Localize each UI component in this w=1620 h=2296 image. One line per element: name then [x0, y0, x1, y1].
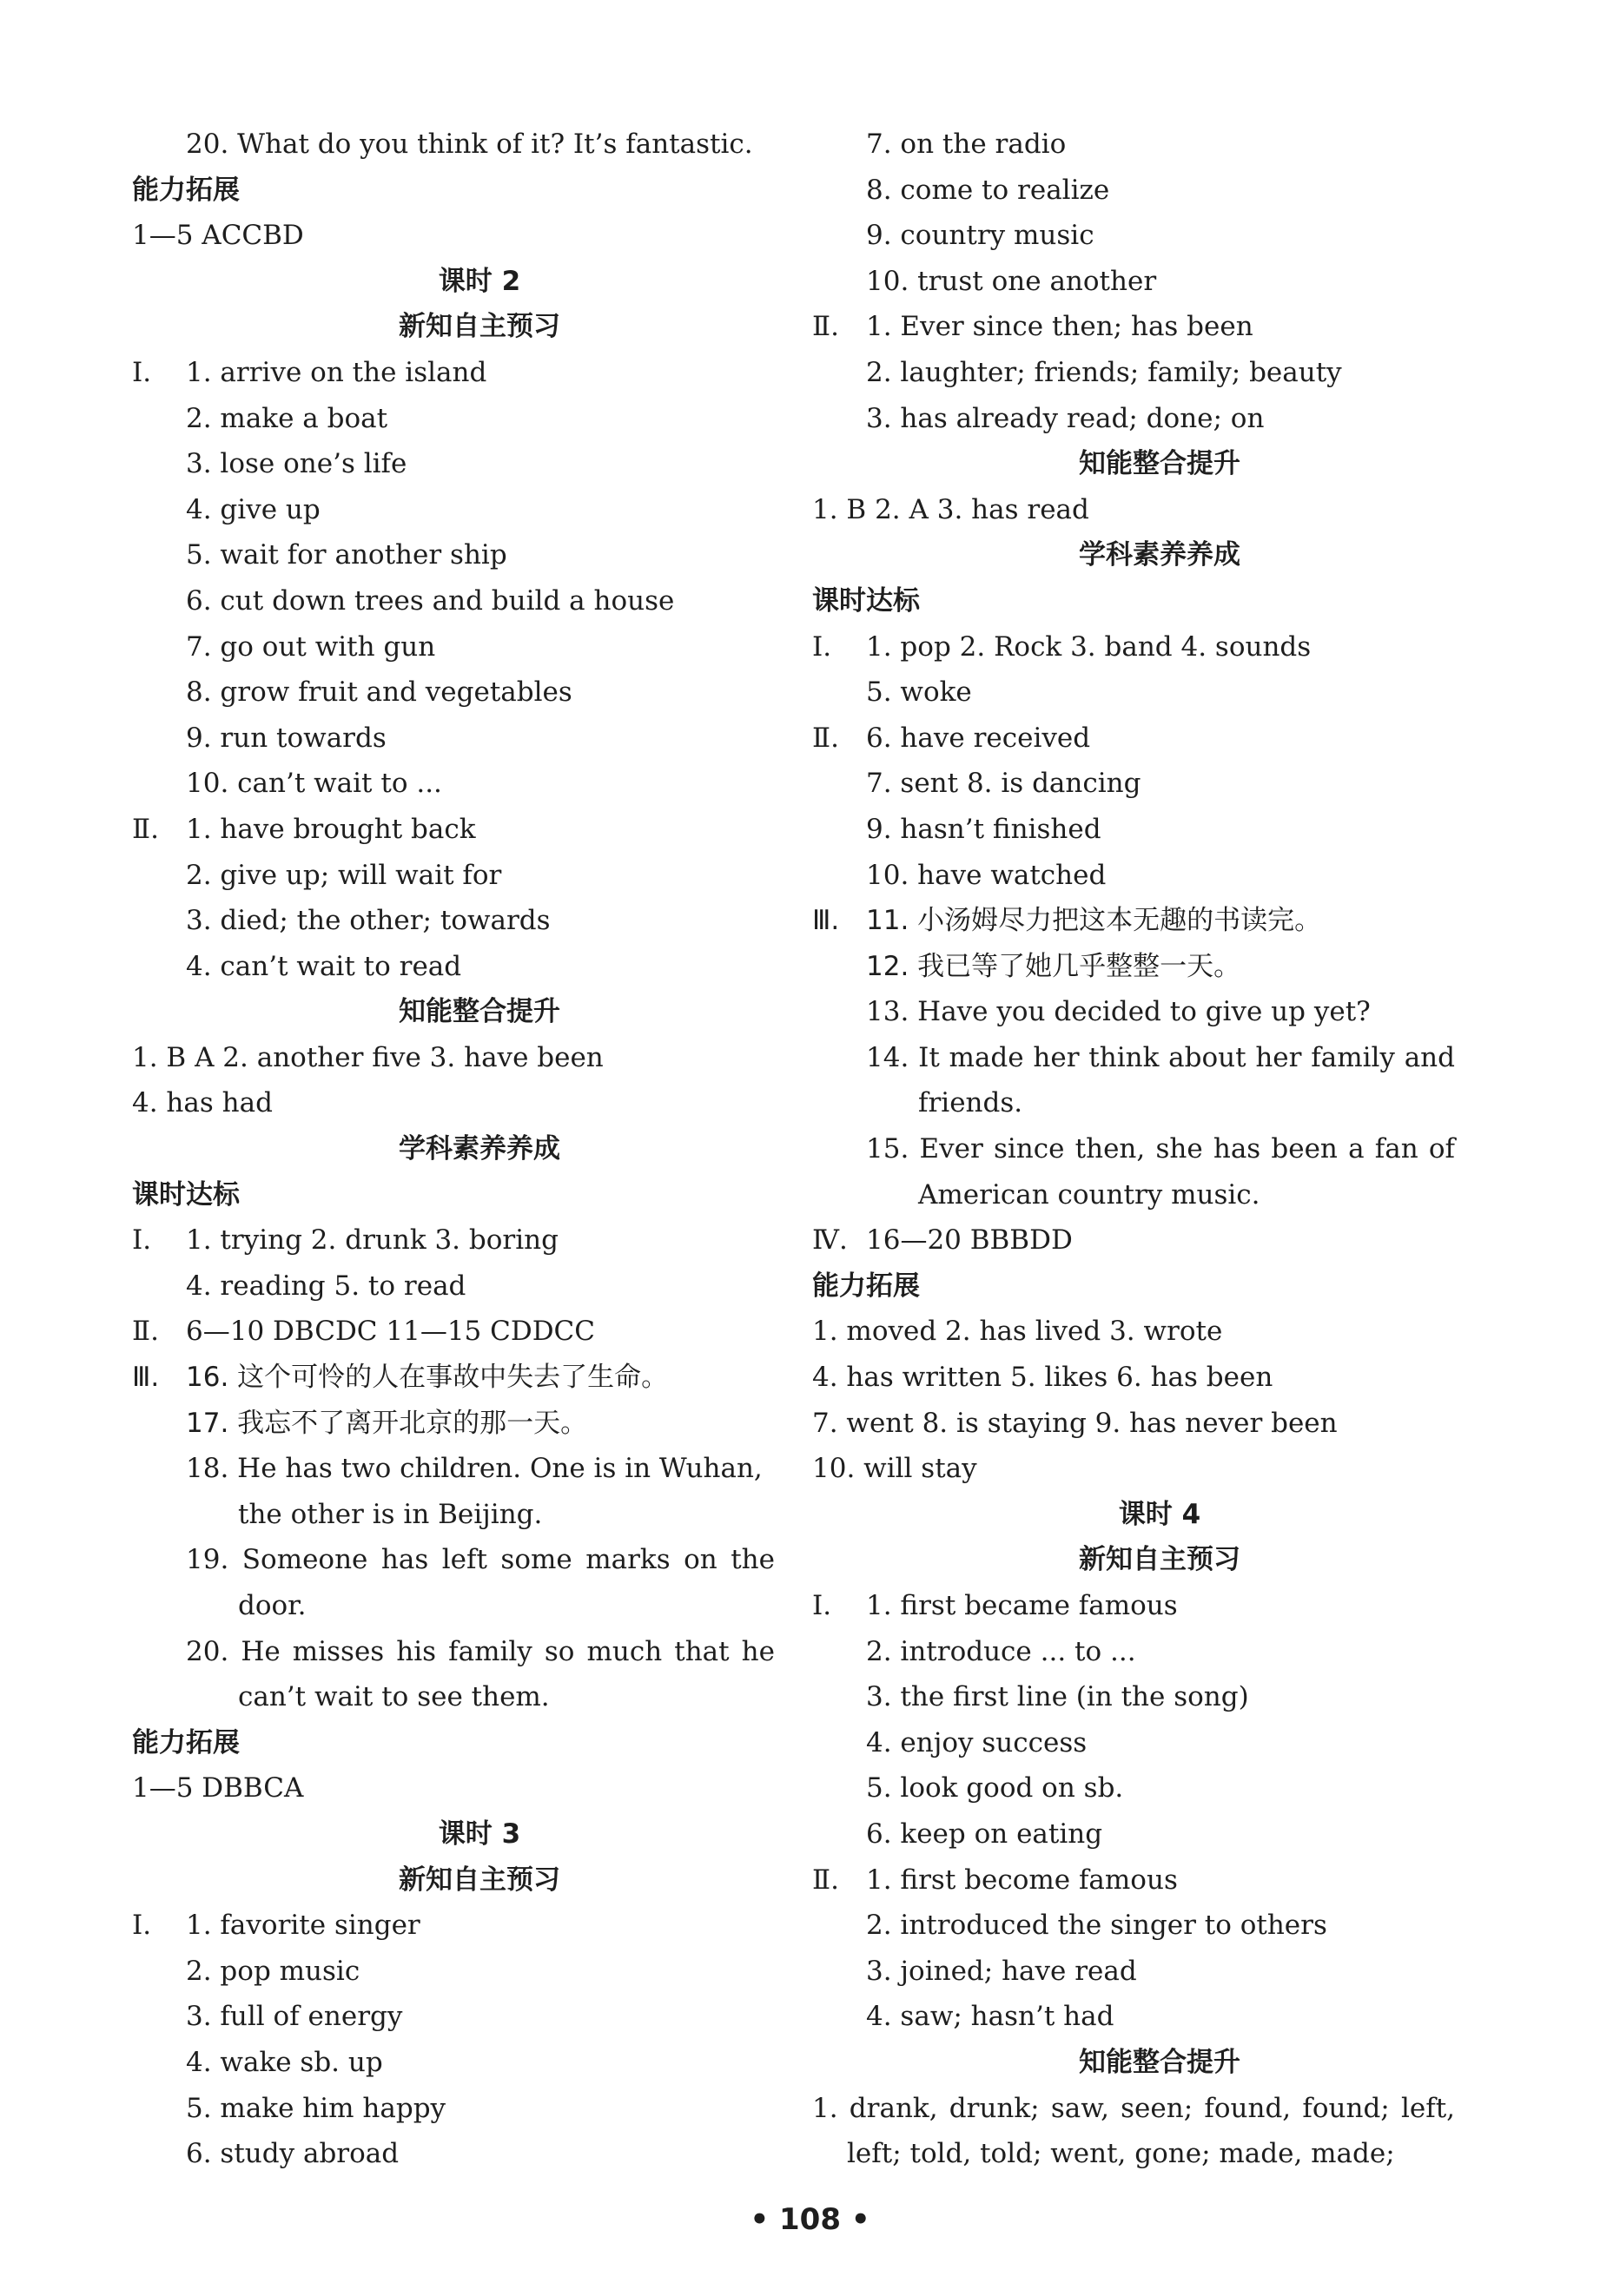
line-text: 7. go out with gun — [186, 630, 436, 663]
answer-line — [132, 2131, 827, 2177]
answer-line — [812, 168, 1507, 214]
answer-line — [812, 1035, 1507, 1081]
section-heading — [812, 1263, 1507, 1310]
section-heading — [132, 259, 827, 305]
section-heading — [132, 1720, 827, 1766]
answer-line — [812, 853, 1507, 899]
answer-line — [812, 304, 1507, 350]
answer-line — [812, 1811, 1507, 1857]
answer-line — [812, 807, 1507, 853]
line-text: 知能整合提升 — [1079, 2046, 1240, 2078]
line-text: 知能整合提升 — [1079, 448, 1240, 480]
answer-line — [812, 1765, 1507, 1811]
answer-line — [132, 807, 827, 853]
answer-line — [132, 1537, 827, 1583]
roman-numeral: Ⅱ. — [132, 1316, 159, 1348]
answer-line — [812, 122, 1507, 168]
answer-line — [812, 1217, 1507, 1263]
line-text: 课时达标 — [812, 584, 920, 617]
answer-line — [812, 1903, 1507, 1949]
line-text: 18. He has two children. One is in Wuhan, — [186, 1453, 763, 1485]
line-text: 1. moved 2. has lived 3. wrote — [812, 1316, 1223, 1348]
line-text: can’t wait to see them. — [238, 1681, 550, 1713]
answer-line — [132, 1263, 827, 1310]
line-text: 3. full of energy — [186, 2001, 403, 2033]
roman-numeral: Ⅱ. — [132, 813, 159, 845]
answer-line — [812, 487, 1507, 533]
answer-line-continued — [812, 1172, 1507, 1218]
line-text: 9. hasn’t finished — [866, 813, 1101, 845]
line-text: 2. laughter; friends; family; beauty — [866, 356, 1342, 388]
line-text: 7. went 8. is staying 9. has never been — [812, 1407, 1338, 1439]
line-text: 10. can’t wait to ... — [186, 768, 442, 800]
line-text: 4. saw; hasn’t had — [866, 2001, 1114, 2033]
line-text: 能力拓展 — [812, 1270, 920, 1302]
answer-line — [132, 1949, 827, 1995]
section-heading — [812, 1537, 1507, 1583]
answer-line — [132, 1355, 827, 1401]
line-text: 新知自主预习 — [399, 311, 560, 343]
answer-line — [812, 1126, 1507, 1172]
section-heading — [132, 989, 827, 1035]
line-text: 4. can’t wait to read — [186, 950, 462, 982]
answer-line — [132, 853, 827, 899]
line-text: 1. first became famous — [866, 1590, 1178, 1621]
answer-line — [812, 1994, 1507, 2040]
answer-line — [132, 1994, 827, 2040]
answer-line — [132, 716, 827, 762]
answer-line — [132, 1903, 827, 1949]
line-text: 10. will stay — [812, 1453, 977, 1485]
answer-line — [812, 1674, 1507, 1720]
line-text: 课时 2 — [438, 265, 521, 297]
answer-line-continued — [812, 2131, 1507, 2177]
line-text: 9. run towards — [186, 722, 387, 754]
line-text: 学科素养养成 — [399, 1133, 560, 1165]
answer-line — [132, 1765, 827, 1811]
answer-line — [812, 1401, 1507, 1447]
answer-line — [132, 944, 827, 990]
section-heading — [132, 1126, 827, 1172]
answer-line — [812, 761, 1507, 807]
answer-line — [812, 350, 1507, 396]
line-text: 3. joined; have read — [866, 1955, 1137, 1987]
line-text: 能力拓展 — [132, 174, 240, 206]
line-text: 11. 小汤姆尽力把这本无趣的书读完。 — [866, 905, 1322, 937]
line-text: 20. What do you think of it? It’s fantastic. — [186, 129, 753, 160]
answer-line — [132, 213, 827, 259]
line-text: 5. make him happy — [186, 2092, 446, 2124]
section-heading — [812, 1492, 1507, 1538]
answer-line — [812, 1446, 1507, 1492]
line-text: 14. It made her think about her family and — [866, 1041, 1455, 1073]
answer-line — [812, 1355, 1507, 1401]
answer-line — [132, 2086, 827, 2132]
line-text: 6. study abroad — [186, 2138, 400, 2170]
answer-line — [812, 1949, 1507, 1995]
answer-line-continued — [132, 1674, 827, 1720]
line-text: 1. favorite singer — [186, 1910, 420, 1942]
line-text: 2. pop music — [186, 1955, 360, 1987]
line-text: 6. cut down trees and build a house — [186, 584, 675, 617]
line-text: 4. has written 5. likes 6. has been — [812, 1362, 1273, 1394]
line-text: 2. make a boat — [186, 402, 388, 434]
line-text: American country music. — [918, 1178, 1260, 1211]
answer-line — [812, 1857, 1507, 1903]
roman-numeral: Ⅲ. — [132, 1362, 160, 1394]
line-text: 1. have brought back — [186, 813, 476, 845]
line-text: 5. woke — [866, 676, 972, 709]
line-text: 4. reading 5. to read — [186, 1270, 466, 1302]
answer-line — [132, 898, 827, 944]
line-text: 课时 4 — [1118, 1498, 1201, 1530]
line-text: 4. wake sb. up — [186, 2046, 383, 2078]
line-text: 3. died; the other; towards — [186, 905, 551, 937]
answer-line — [812, 1309, 1507, 1355]
answer-line — [132, 350, 827, 396]
roman-numeral: Ⅰ. — [132, 1910, 152, 1942]
section-heading — [812, 532, 1507, 578]
line-text: 3. the first line (in the song) — [866, 1681, 1249, 1713]
line-text: 16. 这个可怜的人在事故中失去了生命。 — [186, 1362, 669, 1394]
answer-line — [812, 1629, 1507, 1675]
line-text: 1. drank, drunk; saw, seen; found, found; left, — [812, 2092, 1455, 2124]
answer-line — [132, 2040, 827, 2086]
answer-line — [812, 259, 1507, 305]
section-heading — [812, 441, 1507, 487]
roman-numeral: Ⅳ. — [812, 1224, 848, 1257]
left-column — [132, 122, 827, 2177]
line-text: 1. pop 2. Rock 3. band 4. sounds — [866, 630, 1312, 663]
section-heading — [812, 578, 1507, 624]
line-text: 4. give up — [186, 493, 321, 525]
line-text: door. — [238, 1590, 307, 1621]
answer-line — [812, 624, 1507, 670]
line-text: 1—5 DBBCA — [132, 1772, 304, 1804]
line-text: 15. Ever since then, she has been a fan of — [866, 1133, 1455, 1165]
right-column — [812, 122, 1507, 2177]
answer-line-continued — [812, 1080, 1507, 1126]
line-text: 新知自主预习 — [399, 1864, 560, 1896]
line-text: 知能整合提升 — [399, 996, 560, 1028]
line-text: 2. introduce ... to ... — [866, 1635, 1136, 1667]
line-text: 10. have watched — [866, 859, 1107, 891]
line-text: 8. come to realize — [866, 174, 1110, 206]
line-text: 19. Someone has left some marks on the — [186, 1544, 775, 1576]
line-text: 1. arrive on the island — [186, 356, 487, 388]
section-heading — [132, 168, 827, 214]
answer-line-continued — [132, 1492, 827, 1538]
roman-numeral: Ⅰ. — [132, 356, 152, 388]
answer-line — [132, 122, 827, 168]
answer-line — [132, 487, 827, 533]
answer-line — [132, 1401, 827, 1447]
answer-line — [132, 1080, 827, 1126]
line-text: 20. He misses his family so much that he — [186, 1635, 775, 1667]
answer-line — [812, 989, 1507, 1035]
answer-line — [132, 761, 827, 807]
answer-line — [132, 532, 827, 578]
line-text: 1. Ever since then; has been — [866, 311, 1253, 343]
answer-line — [812, 213, 1507, 259]
line-text: 8. grow fruit and vegetables — [186, 676, 572, 709]
answer-line — [132, 441, 827, 487]
section-heading — [132, 304, 827, 350]
line-text: 13. Have you decided to give up yet? — [866, 996, 1371, 1028]
answer-line — [812, 670, 1507, 716]
answer-line — [132, 670, 827, 716]
line-text: 4. has had — [132, 1087, 273, 1119]
answer-line-continued — [132, 1583, 827, 1629]
line-text: 新知自主预习 — [1079, 1544, 1240, 1576]
answer-line — [812, 898, 1507, 944]
line-text: 2. give up; will wait for — [186, 859, 502, 891]
line-text: 4. enjoy success — [866, 1726, 1088, 1758]
line-text: 7. on the radio — [866, 129, 1067, 160]
answer-line — [812, 2086, 1507, 2132]
line-text: 学科素养养成 — [1079, 539, 1240, 571]
line-text: 课时 3 — [438, 1818, 521, 1850]
line-text: 课时达标 — [132, 1178, 240, 1211]
answer-line — [132, 578, 827, 624]
roman-numeral: Ⅰ. — [812, 1590, 832, 1621]
line-text: 6. keep on eating — [866, 1818, 1103, 1850]
roman-numeral: Ⅲ. — [812, 905, 840, 937]
answer-line — [132, 1629, 827, 1675]
line-text: 10. trust one another — [866, 265, 1157, 297]
answer-line — [132, 1446, 827, 1492]
line-text: 3. lose one’s life — [186, 448, 407, 480]
roman-numeral: Ⅱ. — [812, 722, 839, 754]
line-text: friends. — [918, 1087, 1023, 1119]
answer-line — [132, 1217, 827, 1263]
answer-line — [132, 624, 827, 670]
answer-line — [812, 716, 1507, 762]
line-text: 2. introduced the singer to others — [866, 1910, 1327, 1942]
line-text: 12. 我已等了她几乎整整一天。 — [866, 950, 1241, 982]
line-text: 17. 我忘不了离开北京的那一天。 — [186, 1407, 588, 1439]
answer-line — [132, 1309, 827, 1355]
roman-numeral: Ⅰ. — [132, 1224, 152, 1257]
answer-line — [812, 944, 1507, 990]
answer-line — [132, 396, 827, 442]
section-heading — [132, 1857, 827, 1903]
line-text: 6—10 DBCDC 11—15 CDDCC — [186, 1316, 595, 1348]
line-text: 1. trying 2. drunk 3. boring — [186, 1224, 559, 1257]
section-heading — [812, 2040, 1507, 2086]
page-number: • 108 • — [750, 2202, 870, 2237]
line-text: 16—20 BBBDD — [866, 1224, 1073, 1257]
line-text: 1. B A 2. another five 3. have been — [132, 1041, 604, 1073]
line-text: 9. country music — [866, 220, 1094, 252]
answer-line — [812, 396, 1507, 442]
roman-numeral: Ⅱ. — [812, 1864, 839, 1896]
line-text: 5. look good on sb. — [866, 1772, 1124, 1804]
answer-line — [132, 1035, 827, 1081]
line-text: 7. sent 8. is dancing — [866, 768, 1141, 800]
line-text: 5. wait for another ship — [186, 539, 507, 571]
line-text: 1—5 ACCBD — [132, 220, 304, 252]
line-text: 6. have received — [866, 722, 1091, 754]
section-heading — [132, 1172, 827, 1218]
line-text: left; told, told; went, gone; made, made; — [847, 2138, 1395, 2170]
line-text: 1. B 2. A 3. has read — [812, 493, 1089, 525]
roman-numeral: Ⅰ. — [812, 630, 832, 663]
answer-line — [812, 1720, 1507, 1766]
answer-line — [812, 1583, 1507, 1629]
line-text: 能力拓展 — [132, 1726, 240, 1758]
line-text: 1. first become famous — [866, 1864, 1178, 1896]
roman-numeral: Ⅱ. — [812, 311, 839, 343]
line-text: 3. has already read; done; on — [866, 402, 1265, 434]
line-text: the other is in Beijing. — [238, 1498, 543, 1530]
section-heading — [132, 1811, 827, 1857]
